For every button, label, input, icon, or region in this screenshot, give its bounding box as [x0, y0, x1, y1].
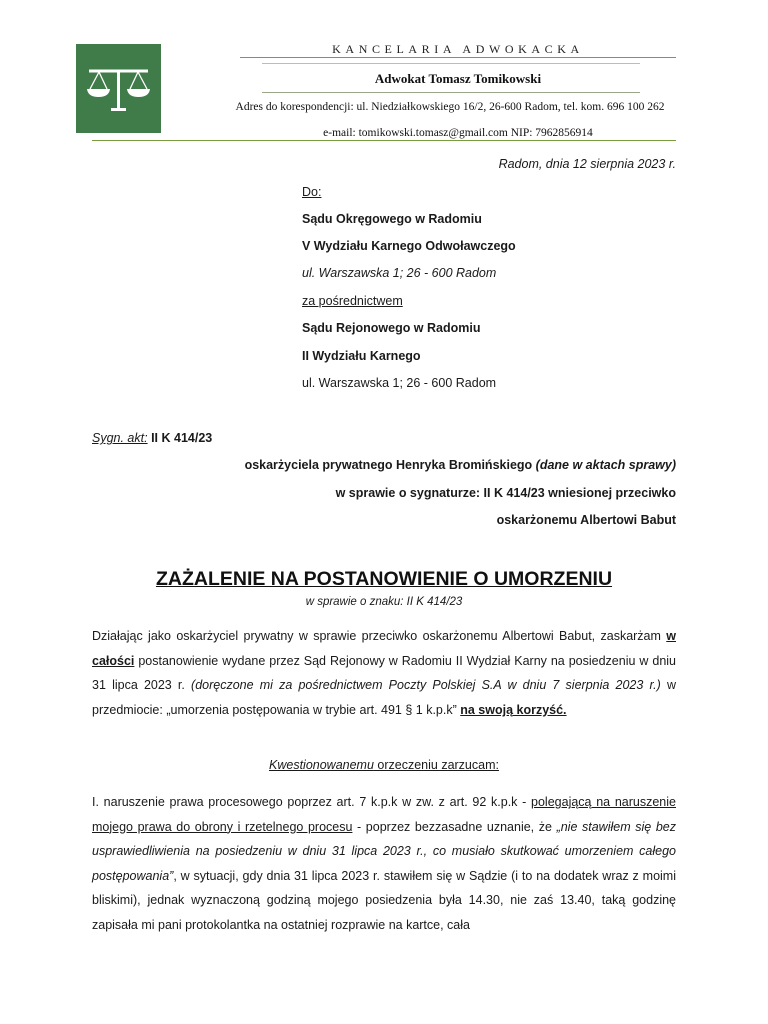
private-prosecutor-name: oskarżyciela prywatnego Henryka Bromińskiego — [244, 458, 533, 472]
paragraph-text: I. naruszenie prawa procesowego poprzez art. 7 k.p.k w zw. z art. 92 k.p.k - — [92, 795, 532, 809]
regional-court-name: Sądu Rejonowego w Radomiu — [302, 321, 481, 335]
law-office-logo — [76, 44, 161, 133]
place-and-date: Radom, dnia 12 sierpnia 2023 r. — [498, 157, 676, 171]
emphasis-in-full: w całości — [92, 629, 676, 668]
quoted-reasoning: „nie stawiłem się bez usprawiedliwienia na posiedzeniu w dniu 31 lipca 2023 r., co musiało skutkować umorzeniem całego postępowania” — [92, 819, 676, 883]
paragraph-text: - poprzez bezzasadne uznanie, że — [352, 819, 557, 834]
charge-emphasis: polegającą na naruszenie mojego prawa do obrony i rzetelnego procesu — [92, 795, 676, 834]
charge-paragraph — [92, 790, 676, 938]
private-prosecutor-note: (dane w aktach sprawy) — [535, 458, 676, 472]
document-title: ZAŻALENIE NA POSTANOWIENIE O UMORZENIU — [155, 568, 613, 590]
case-signature — [92, 431, 212, 445]
correspondence-address: Adres do korespondencji: ul. Niedziałkowskiego 16/2, 26-600 Radom, tel. kom. 696 100 262 — [235, 101, 665, 113]
matter-line: w sprawie o sygnaturze: II K 414/23 wniesionej przeciwko — [335, 486, 676, 500]
regional-court-division: II Wydziału Karnego — [302, 349, 421, 363]
lawyer-name: Adwokat Tomasz Tomikowski — [374, 71, 542, 86]
case-signature-value: II K 414/23 — [151, 431, 213, 445]
document-subtitle: w sprawie o znaku: II K 414/23 — [305, 596, 463, 608]
paragraph-text: , w sytuacji, gdy dnia 31 lipca 2023 r. stawiłem się w Sądzie (i to na dodatek wraz z moimi bliskimi), jednak wyznaczoną godziną mojego posiedzenia była 14.30, nie zaś 13.40, taką godzinę zapisała mi pani protokolantka na ostatniej rozprawie na kartce, cała — [92, 868, 676, 932]
charges-heading-italic: Kwestionowanemu — [269, 758, 374, 772]
private-prosecutor-line — [245, 458, 676, 472]
via-label: za pośrednictwem — [302, 294, 403, 308]
delivery-note: (doręczone mi za pośrednictwem Poczty Polskiej S.A w dniu 7 sierpnia 2023 r.) — [191, 678, 661, 693]
scales-of-justice-icon — [76, 44, 161, 133]
emphasis-in-my-favour: na swoją korzyść. — [460, 702, 567, 717]
case-signature-label: Sygn. akt: — [92, 431, 148, 445]
regional-court-address: ul. Warszawska 1; 26 - 600 Radom — [302, 376, 497, 390]
appeal-paragraph — [92, 624, 676, 722]
to-label: Do: — [302, 185, 322, 199]
header-divider — [262, 63, 640, 64]
paragraph-text: w przedmiocie: „umorzenia postępowania w trybie art. 491 § 1 k.p.k” — [92, 678, 677, 717]
header-divider — [262, 92, 640, 93]
charges-heading — [92, 758, 676, 772]
accused-line: oskarżonemu Albertowi Babut — [496, 513, 676, 527]
district-court-division: V Wydziału Karnego Odwoławczego — [302, 239, 516, 253]
contact-email-nip: e-mail: tomikowski.tomasz@gmail.com NIP: 7962856914 — [323, 127, 593, 139]
header-bottom-rule — [92, 140, 676, 141]
paragraph-text: Działając jako oskarżyciel prywatny w sprawie przeciwko oskarżonemu Albertowi Babut, zaskarżam — [92, 629, 667, 643]
charges-heading-rest: orzeczeniu zarzucam: — [373, 758, 499, 772]
district-court-name: Sądu Okręgowego w Radomiu — [302, 212, 482, 226]
paragraph-text: postanowienie wydane przez Sąd Rejonowy w Radomiu II Wydział Karny na posiedzeniu w dniu 31 lipca 2023 r. — [92, 653, 676, 693]
law-firm-name: KANCELARIA ADWOKACKA — [332, 42, 584, 56]
header-divider — [240, 57, 676, 58]
district-court-address: ul. Warszawska 1; 26 - 600 Radom — [302, 266, 497, 280]
